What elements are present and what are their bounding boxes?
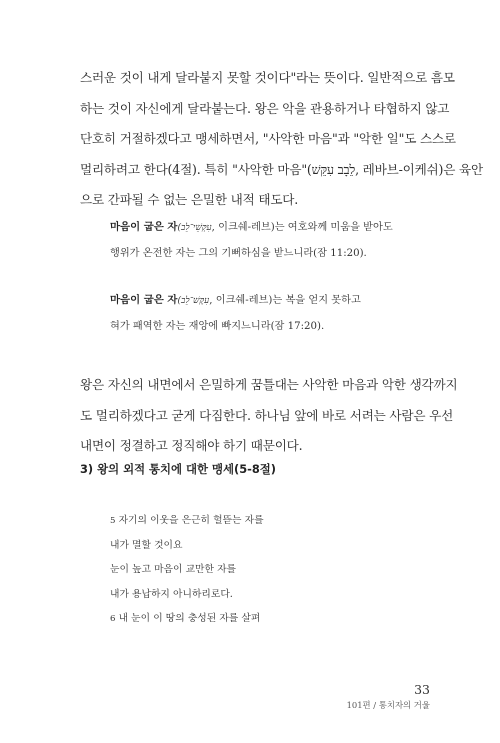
page-number: 33 [414,682,430,697]
text-line: 으로 간파될 수 없는 은밀한 내적 태도다. [80,192,299,207]
scripture-quote-2 [110,287,430,340]
verse-text: 내가 용납하지 아니하리로다. [110,588,233,600]
quote-text: , 이크쉐-레브)는 여호와께 미움을 받아도 [211,222,393,233]
verse-line [110,583,430,608]
quote-line [110,214,430,241]
body-paragraph-1 [80,63,483,216]
text-line: 도 멀리하겠다고 굳게 다짐한다. 하나님 앞에 바로 서려는 사람은 우선 [80,407,454,423]
verse-text: 자기의 이웃을 은근히 헐뜯는 자를 [115,515,264,526]
verse-line [110,534,430,559]
running-footer: 101편 / 통치자의 거울 [346,700,430,710]
text-line: 단호히 거절하겠다고 맹세하면서, "사악한 마음"과 "악한 일"도 스스로 [80,131,456,146]
body-paragraph-2 [80,370,458,462]
quote-line: 행위가 온전한 자는 그의 기뻐하심을 받느니라(잠 11:20). [110,248,367,259]
quote-line: 혀가 패역한 자는 재앙에 빠지느니라(잠 17:20). [110,321,325,332]
scripture-quote-1 [110,214,430,267]
text-line: 스러운 것이 내게 달라붙지 못할 것이다"라는 뜻이다. 일반적으로 흠모 [80,70,455,85]
verse-text: 눈이 높고 마음이 교만한 자를 [110,564,237,576]
text-line: 왕은 자신의 내면에서 은밀하게 꿈틀대는 사악한 마음과 악한 생각까지 [80,377,458,392]
verse-block [110,509,430,632]
text-line: 멀리하려고 한다(4절). 특히 "사악한 마음"(לֵבָב עִקֵּשׁ, 레바브-이케쉬)은 육안 [80,161,483,177]
verse-text: 내 눈이 이 땅의 충성된 자를 살펴 [115,613,261,625]
verse-number: 5 [110,516,116,526]
verse-line [110,607,430,632]
section-heading: 3) 왕의 외적 통치에 대한 맹세(5-8절) [80,462,276,476]
quote-line [110,287,430,314]
text-line: 내면이 정결하고 정직해야 하기 때문이다. [80,438,303,453]
verse-number: 6 [110,614,116,625]
hebrew-term: (עִקֶּשׁ־לֵב [177,296,210,306]
quote-text: , 이크쉐-레브)는 복을 얻지 못하고 [209,295,361,306]
text-line: 하는 것이 자신에게 달라붙는다. 왕은 악을 관용하거나 타협하지 않고 [80,100,450,116]
quote-lead-term: 마음이 굽은 자 [110,294,178,306]
quote-lead-term: 마음이 굽은 자 [110,221,178,233]
verse-line [110,558,430,583]
verse-text: 내가 멸할 것이요 [110,539,183,551]
verse-line [110,509,430,534]
hebrew-term: (עִקְּשֵׁי־לֵב [177,223,212,233]
